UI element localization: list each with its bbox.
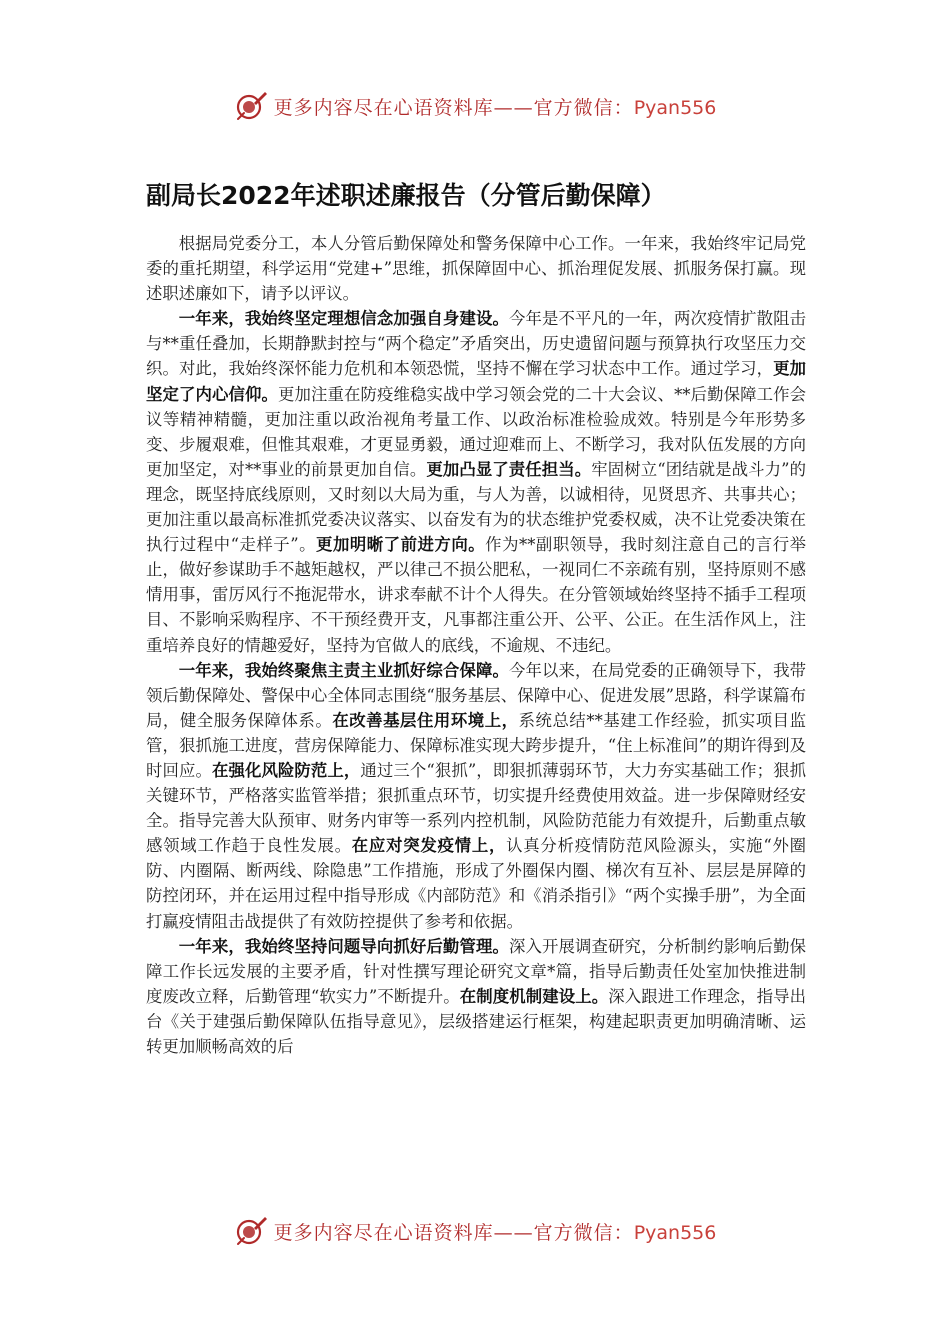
paragraph-text: 今年是不平凡的一年，两次疫情扩散阻击与**重任叠加，长期静默封控与“两个稳定”矛盾突出，历史遗留问题与预算执行攻坚压力交织。对此，我始终深怀能力危机和本领恐慌，坚持不懈在学习状态中工作。通过学习，	[146, 309, 807, 379]
bold-heading-text: 一年来，我始终聚焦主责主业抓好综合保障。	[178, 660, 509, 680]
document-body	[146, 231, 806, 1059]
paragraph-text: 深入开展调查研究，分析制约影响后勤保障工作长远发展的主要矛盾，针对性撰写理论研究文章*篇，指导后勤责任处室加快推进制度废改立释，后勤管理“软实力”不断提升。	[146, 936, 807, 1006]
footer-watermark-banner	[0, 1209, 950, 1253]
document-title: 副局长2022年述职述廉报告（分管后勤保障）	[146, 181, 666, 210]
body-paragraph	[146, 231, 806, 306]
bold-heading-text: 更加坚定了内心信仰。	[146, 359, 807, 404]
body-paragraph	[146, 934, 806, 1059]
bold-heading-text: 更加明晰了前进方向。	[316, 535, 486, 555]
paragraph-text: 更加注重在防疫维稳实战中学习领会党的二十大会议、**后勤保障工作会议等精神精髓，更加注重以政治视角考量工作、以政治标准检验成效。特别是今年形势多变、步履艰难，但惟其艰难，才更显勇毅，通过迎难而上、不断学习，我对队伍发展的方向更加坚定，对**事业的前景更加自信。	[146, 384, 807, 479]
body-paragraph	[146, 306, 806, 657]
header-watermark-banner	[0, 84, 950, 128]
paragraph-text: 作为**副职领导，我时刻注意自己的言行举止，做好参谋助手不越矩越权，严以律己不损公肥私，一视同仁不亲疏有别，坚持原则不感情用事，雷厉风行不拖泥带水，讲求奉献不计个人得失。在分管领域始终坚持不插手工程项目、不影响采购程序、不干预经费开支，凡事都注重公开、公平、公正。在生活作风上，注重培养良好的情趣爱好，坚持为官做人的底线，不逾规、不违纪。	[146, 535, 807, 655]
bold-heading-text: 更加凸显了责任担当。	[426, 459, 592, 479]
bold-heading-text: 在改善基层住用环境上，	[332, 710, 519, 730]
paragraph-text: 认真分析疫情防范风险源头，实施“外圈防、内圈隔、断两线、除隐患”工作措施，形成了外圈保内圈、梯次有互补、层层是屏障的防控闭环，并在运用过程中指导形成《内部防范》和《消杀指引》“两个实操手册”，为全面打赢疫情阻击战提供了有效防控提供了参考和依据。	[146, 836, 806, 931]
bold-heading-text: 在应对突发疫情上，	[351, 836, 507, 856]
pen-seal-logo-icon	[234, 89, 268, 123]
pen-seal-logo-icon	[234, 1214, 268, 1248]
paragraph-text: 系统总结**基建工作经验，抓实项目监管，狠抓施工进度，营房保障能力、保障标准实现大跨步提升，“住上标准间”的期许得到及时回应。	[146, 710, 807, 780]
body-paragraph	[146, 658, 806, 934]
paragraph-text: 根据局党委分工，本人分管后勤保障处和警务保障中心工作。一年来，我始终牢记局党委的重托期望，科学运用“党建+”思维，抓保障固中心、抓治理促发展、抓服务保打赢。现述职述廉如下，请予以评议。	[146, 234, 806, 304]
paragraph-text: 通过三个“狠抓”，即狠抓薄弱环节，大力夯实基础工作；狠抓关键环节，严格落实监管举措；狠抓重点环节，切实提升经费使用效益。进一步保障财经安全。指导完善大队预审、财务内审等一系列内控机制，风险防范能力有效提升，后勤重点敏感领域工作趋于良性发展。	[146, 760, 807, 856]
bold-heading-text: 在强化风险防范上，	[211, 760, 361, 780]
paragraph-text: 今年以来，在局党委的正确领导下，我带领后勤保障处、警保中心全体同志围绕“服务基层、保障中心、促进发展”思路，科学谋篇布局，健全服务保障体系。	[146, 660, 807, 730]
paragraph-text: 牢固树立“团结就是战斗力”的理念，既坚持底线原则，又时刻以大局为重，与人为善，以诚相待，见贤思齐、共事共心；更加注重以最高标准抓党委决议落实、以奋发有为的状态维护党委权威，决不让党委决策在执行过程中“走样子”。	[146, 459, 806, 555]
bold-heading-text: 一年来，我始终坚定理想信念加强自身建设。	[178, 309, 509, 329]
bold-heading-text: 一年来，我始终坚持问题导向抓好后勤管理。	[178, 936, 509, 956]
paragraph-text: 深入跟进工作理念，指导出台《关于建强后勤保障队伍指导意见》，层级搭建运行框架，构建起职责更加明确清晰、运转更加顺畅高效的后	[146, 986, 807, 1056]
watermark-text: 更多内容尽在心语资料库——官方微信：Pyan556	[273, 96, 717, 119]
bold-heading-text: 在制度机制建设上。	[459, 986, 609, 1006]
watermark-text: 更多内容尽在心语资料库——官方微信：Pyan556	[273, 1221, 717, 1244]
